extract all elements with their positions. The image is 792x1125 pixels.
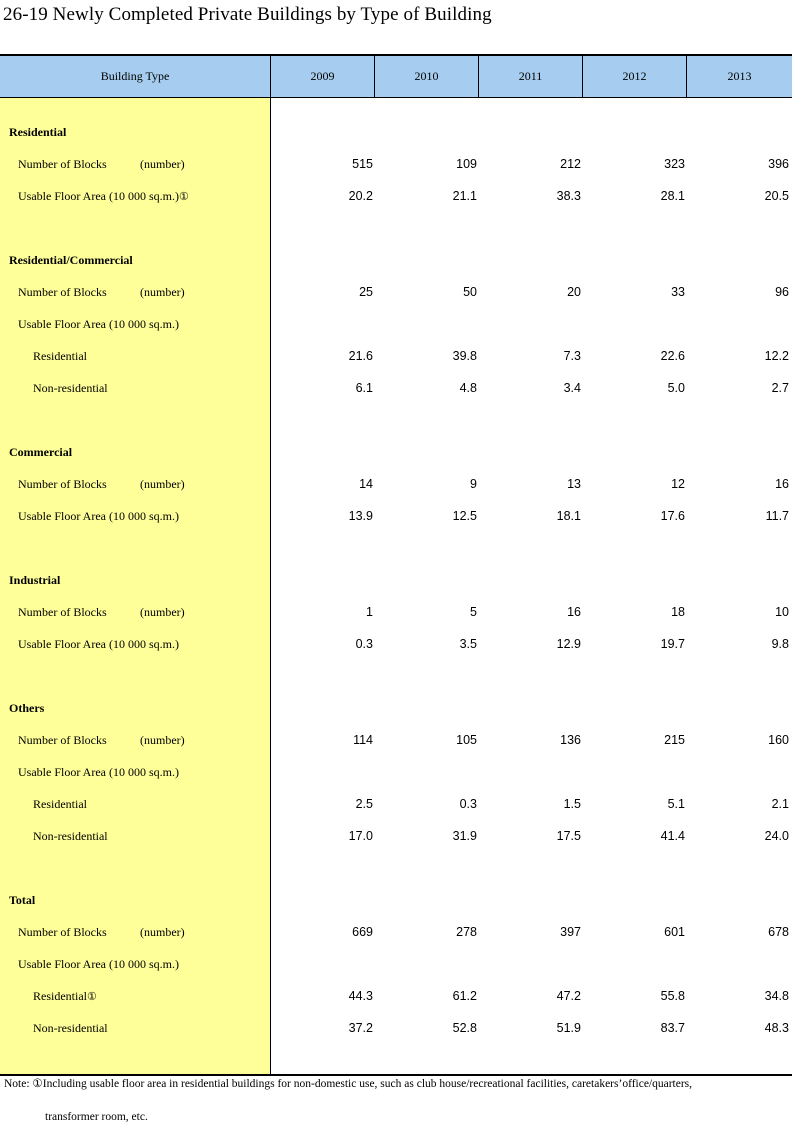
table-row xyxy=(0,378,792,398)
table-row xyxy=(0,506,792,526)
section-row xyxy=(0,570,792,590)
table-cell: 1.5 xyxy=(563,797,581,811)
section-label: Residential xyxy=(9,125,67,139)
row-label-text: Usable Floor Area (10 000 sq.m.) xyxy=(18,765,179,779)
table-cell: 17.5 xyxy=(556,829,581,843)
row-unit: (number) xyxy=(140,157,185,171)
footnote-marker: ① xyxy=(178,191,189,203)
table-cell: 19.7 xyxy=(660,637,685,651)
header-year: 2013 xyxy=(727,69,752,83)
table-cell: 6.1 xyxy=(355,381,373,395)
table-cell: 41.4 xyxy=(660,829,685,843)
section-label: Commercial xyxy=(9,445,73,459)
row-label xyxy=(33,346,87,366)
row-label xyxy=(18,282,107,302)
table-row xyxy=(0,186,792,206)
table-cell: 83.7 xyxy=(660,1021,685,1035)
table-row xyxy=(0,730,792,750)
table-cell: 38.3 xyxy=(556,189,581,203)
row-label xyxy=(18,314,179,334)
table-cell: 9 xyxy=(470,477,477,491)
row-label-text: Number of Blocks xyxy=(18,925,107,939)
table-cell: 323 xyxy=(664,157,685,171)
table-cell: 669 xyxy=(352,925,373,939)
table-cell: 2.5 xyxy=(355,797,373,811)
row-label xyxy=(33,794,87,814)
row-label-text: Usable Floor Area (10 000 sq.m.) xyxy=(18,317,179,331)
table-cell: 9.8 xyxy=(771,637,789,651)
table-cell: 396 xyxy=(768,157,789,171)
row-label-text: Number of Blocks xyxy=(18,605,107,619)
section-row xyxy=(0,698,792,718)
table-cell: 18 xyxy=(671,605,685,619)
table-cell: 1 xyxy=(366,605,373,619)
header-year: 2011 xyxy=(479,56,583,97)
table-cell: 28.1 xyxy=(660,189,685,203)
table-cell: 2.7 xyxy=(771,381,789,395)
table-cell: 51.9 xyxy=(556,1021,581,1035)
table-row xyxy=(0,314,792,334)
table-cell: 212 xyxy=(560,157,581,171)
row-unit: (number) xyxy=(140,605,185,619)
table-cell: 48.3 xyxy=(764,1021,789,1035)
row-label xyxy=(18,730,107,750)
row-label-text: Usable Floor Area (10 000 sq.m.) xyxy=(18,189,179,203)
row-unit: (number) xyxy=(140,285,185,299)
row-label-text: Usable Floor Area (10 000 sq.m.) xyxy=(18,637,179,651)
table-cell: 136 xyxy=(560,733,581,747)
row-label-text: Residential xyxy=(33,349,87,363)
table-cell: 21.6 xyxy=(348,349,373,363)
row-unit: (number) xyxy=(140,925,185,939)
table-row xyxy=(0,986,792,1006)
row-label xyxy=(18,474,107,494)
row-label xyxy=(18,762,179,782)
table-cell: 44.3 xyxy=(348,989,373,1003)
table-cell: 678 xyxy=(768,925,789,939)
section-row xyxy=(0,890,792,910)
header-year: 2010 xyxy=(375,56,479,97)
table-cell: 22.6 xyxy=(660,349,685,363)
table-cell: 52.8 xyxy=(452,1021,477,1035)
row-label xyxy=(33,1018,108,1038)
table-cell: 18.1 xyxy=(556,509,581,523)
table-cell: 114 xyxy=(353,733,373,747)
table-cell: 20.5 xyxy=(764,189,789,203)
table-cell: 20 xyxy=(567,285,581,299)
table-cell: 24.0 xyxy=(764,829,789,843)
row-label-text: Number of Blocks xyxy=(18,285,107,299)
section-label: Total xyxy=(9,893,36,907)
table-cell: 13.9 xyxy=(348,509,373,523)
table-cell: 109 xyxy=(456,157,477,171)
table-cell: 34.8 xyxy=(764,989,789,1003)
table-cell: 96 xyxy=(775,285,789,299)
table-cell: 17.6 xyxy=(660,509,685,523)
section-row xyxy=(0,442,792,462)
table-cell: 31.9 xyxy=(452,829,477,843)
row-unit: (number) xyxy=(140,477,185,491)
table-cell: 55.8 xyxy=(660,989,685,1003)
table-cell: 16 xyxy=(775,477,789,491)
table-cell: 0.3 xyxy=(355,637,373,651)
row-label-text: Number of Blocks xyxy=(18,733,107,747)
section-row xyxy=(0,122,792,142)
footnote-marker: ① xyxy=(87,991,97,1003)
table-row xyxy=(0,954,792,974)
row-label xyxy=(18,954,179,974)
row-label-text: Non-residential xyxy=(33,381,108,395)
header-year: 2012 xyxy=(583,56,687,97)
row-label-text: Residential xyxy=(33,989,87,1003)
table-cell: 5.0 xyxy=(667,381,685,395)
table-row xyxy=(0,826,792,846)
row-label xyxy=(18,506,179,526)
table-cell: 17.0 xyxy=(348,829,373,843)
row-label-text: Usable Floor Area (10 000 sq.m.) xyxy=(18,957,179,971)
table-cell: 105 xyxy=(456,733,477,747)
table-cell: 12.2 xyxy=(764,349,789,363)
table-cell: 601 xyxy=(664,925,685,939)
table-cell: 61.2 xyxy=(452,989,477,1003)
table-cell: 12.5 xyxy=(452,509,477,523)
table-row xyxy=(0,602,792,622)
footnote-continued: transformer room, etc. xyxy=(45,1111,148,1123)
table-row xyxy=(0,794,792,814)
row-label xyxy=(18,634,179,654)
table-cell: 3.5 xyxy=(459,637,477,651)
table-cell: 160 xyxy=(768,733,789,747)
row-label xyxy=(33,378,108,398)
footnote: Note: ①Including usable floor area in residential buildings for non-domestic use, such as club house/recreational facilities, caretakers’office/quarters, xyxy=(4,1078,693,1090)
data-table xyxy=(0,54,792,1076)
table-cell: 12.9 xyxy=(556,637,581,651)
header-year: 2009 xyxy=(271,56,375,97)
section-row xyxy=(0,250,792,270)
header-building-type: Building Type xyxy=(0,56,271,97)
table-row xyxy=(0,282,792,302)
table-cell: 12 xyxy=(671,477,685,491)
table-cell: 278 xyxy=(456,925,477,939)
table-cell: 14 xyxy=(359,477,373,491)
table-row xyxy=(0,634,792,654)
table-cell: 10 xyxy=(775,605,789,619)
table-row xyxy=(0,346,792,366)
table-cell: 25 xyxy=(359,285,373,299)
table-cell: 215 xyxy=(664,733,685,747)
row-unit: (number) xyxy=(140,733,185,747)
table-cell: 50 xyxy=(463,285,477,299)
section-label: Residential/Commercial xyxy=(9,253,133,267)
table-row xyxy=(0,1018,792,1038)
row-label-text: Non-residential xyxy=(33,1021,108,1035)
table-cell: 5.1 xyxy=(667,797,685,811)
table-cell: 397 xyxy=(560,925,581,939)
row-label xyxy=(18,154,107,174)
table-cell: 16 xyxy=(567,605,581,619)
table-cell: 515 xyxy=(352,157,373,171)
table-cell: 13 xyxy=(567,477,581,491)
table-row xyxy=(0,762,792,782)
row-label xyxy=(18,922,107,942)
row-label xyxy=(33,986,97,1007)
section-label: Industrial xyxy=(9,573,61,587)
table-cell: 5 xyxy=(470,605,477,619)
table-cell: 3.4 xyxy=(563,381,581,395)
table-cell: 20.2 xyxy=(348,189,373,203)
table-cell: 4.8 xyxy=(459,381,477,395)
table-row xyxy=(0,154,792,174)
table-cell: 0.3 xyxy=(459,797,477,811)
table-header xyxy=(0,56,792,98)
table-cell: 33 xyxy=(671,285,685,299)
table-cell: 37.2 xyxy=(348,1021,373,1035)
table-cell: 11.7 xyxy=(765,509,789,523)
table-row xyxy=(0,474,792,494)
row-label-text: Non-residential xyxy=(33,829,108,843)
row-label xyxy=(18,186,189,207)
table-cell: 39.8 xyxy=(452,349,477,363)
row-label-text: Residential xyxy=(33,797,87,811)
row-label-text: Number of Blocks xyxy=(18,477,107,491)
row-label xyxy=(18,602,107,622)
table-cell: 2.1 xyxy=(771,797,789,811)
table-cell: 47.2 xyxy=(556,989,581,1003)
table-cell: 7.3 xyxy=(563,349,581,363)
section-label: Others xyxy=(9,701,45,715)
row-label-text: Usable Floor Area (10 000 sq.m.) xyxy=(18,509,179,523)
row-label xyxy=(33,826,108,846)
table-row xyxy=(0,922,792,942)
page-title: 26-19 Newly Completed Private Buildings by Type of Building xyxy=(3,4,492,25)
row-label-text: Number of Blocks xyxy=(18,157,107,171)
table-cell: 21.1 xyxy=(452,189,477,203)
